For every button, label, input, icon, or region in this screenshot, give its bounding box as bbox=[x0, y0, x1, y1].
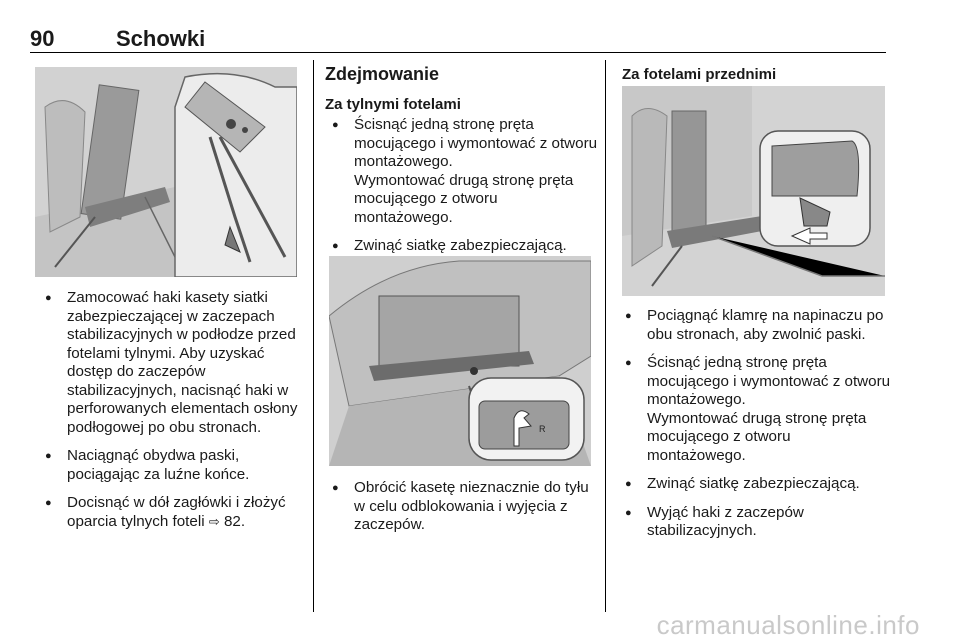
page-header bbox=[30, 26, 886, 53]
illustration-label: R bbox=[539, 424, 546, 434]
illustration-net-hooks bbox=[35, 67, 297, 277]
list-item: ● Ścisnąć jedną stronę pręta mocującego i wymontować z otworu montażowego. Wymontować drugą stronę pręta mocującego z otworu montażowego. bbox=[615, 354, 893, 465]
list-item: ● Zwinąć siatkę zabezpieczającą. bbox=[322, 237, 600, 256]
list-item: ● Zwinąć siatkę zabezpieczającą. bbox=[615, 475, 893, 494]
section-title: Schowki bbox=[116, 26, 206, 51]
list-item: ● Pociągnąć klamrę na napinaczu po obu stronach, aby zwolnić paski. bbox=[615, 307, 893, 344]
list-item: ● Zamocować haki kasety siatki zabezpieczającej w zaczepach stabilizacyjnych w podłodze przed fotelami tylnymi. Aby uzyskać dostęp do zaczepów stabilizacyjnych, nacisnąć haki w perforowanych elementach osłony podłogowej po obu stronach. bbox=[35, 289, 305, 437]
list-item: ● Naciągnąć obydwa paski, pociągając za luźne końce. bbox=[35, 447, 305, 484]
watermark: carmanualsonline.info bbox=[656, 610, 920, 640]
list-item: ● Wyjąć haki z zaczepów stabilizacyjnych. bbox=[615, 504, 893, 541]
page-reference[interactable]: 82. bbox=[223, 512, 246, 530]
subheading-front-seats: Za fotelami przednimi bbox=[622, 66, 777, 83]
page-number: 90 bbox=[30, 26, 55, 51]
list-item: ● Obrócić kasetę nieznacznie do tyłu w celu odblokowania i wyjęcia z zaczepów. bbox=[322, 479, 600, 535]
bullet-list-col2-top bbox=[322, 116, 600, 266]
bullet-list-col2-bottom bbox=[322, 479, 600, 545]
bullet-list-col3 bbox=[615, 307, 893, 551]
column-divider bbox=[313, 60, 314, 612]
subheading-rear-seats: Za tylnymi fotelami bbox=[325, 96, 461, 113]
page-reference-icon: ⇨ bbox=[208, 513, 220, 529]
list-item: ● Docisnąć w dół zagłówki i złożyć oparcia tylnych foteli ⇨ 82. bbox=[35, 494, 305, 531]
heading-removal: Zdejmowanie bbox=[325, 64, 440, 84]
column-divider bbox=[605, 60, 606, 612]
bullet-list-col1 bbox=[35, 289, 305, 541]
illustration-cassette-rotate bbox=[329, 256, 591, 466]
list-item: ● Ścisnąć jedną stronę pręta mocującego i wymontować z otworu montażowego. Wymontować drugą stronę pręta mocującego z otworu montażowego. bbox=[322, 116, 600, 227]
illustration-strap-buckle bbox=[622, 86, 885, 296]
